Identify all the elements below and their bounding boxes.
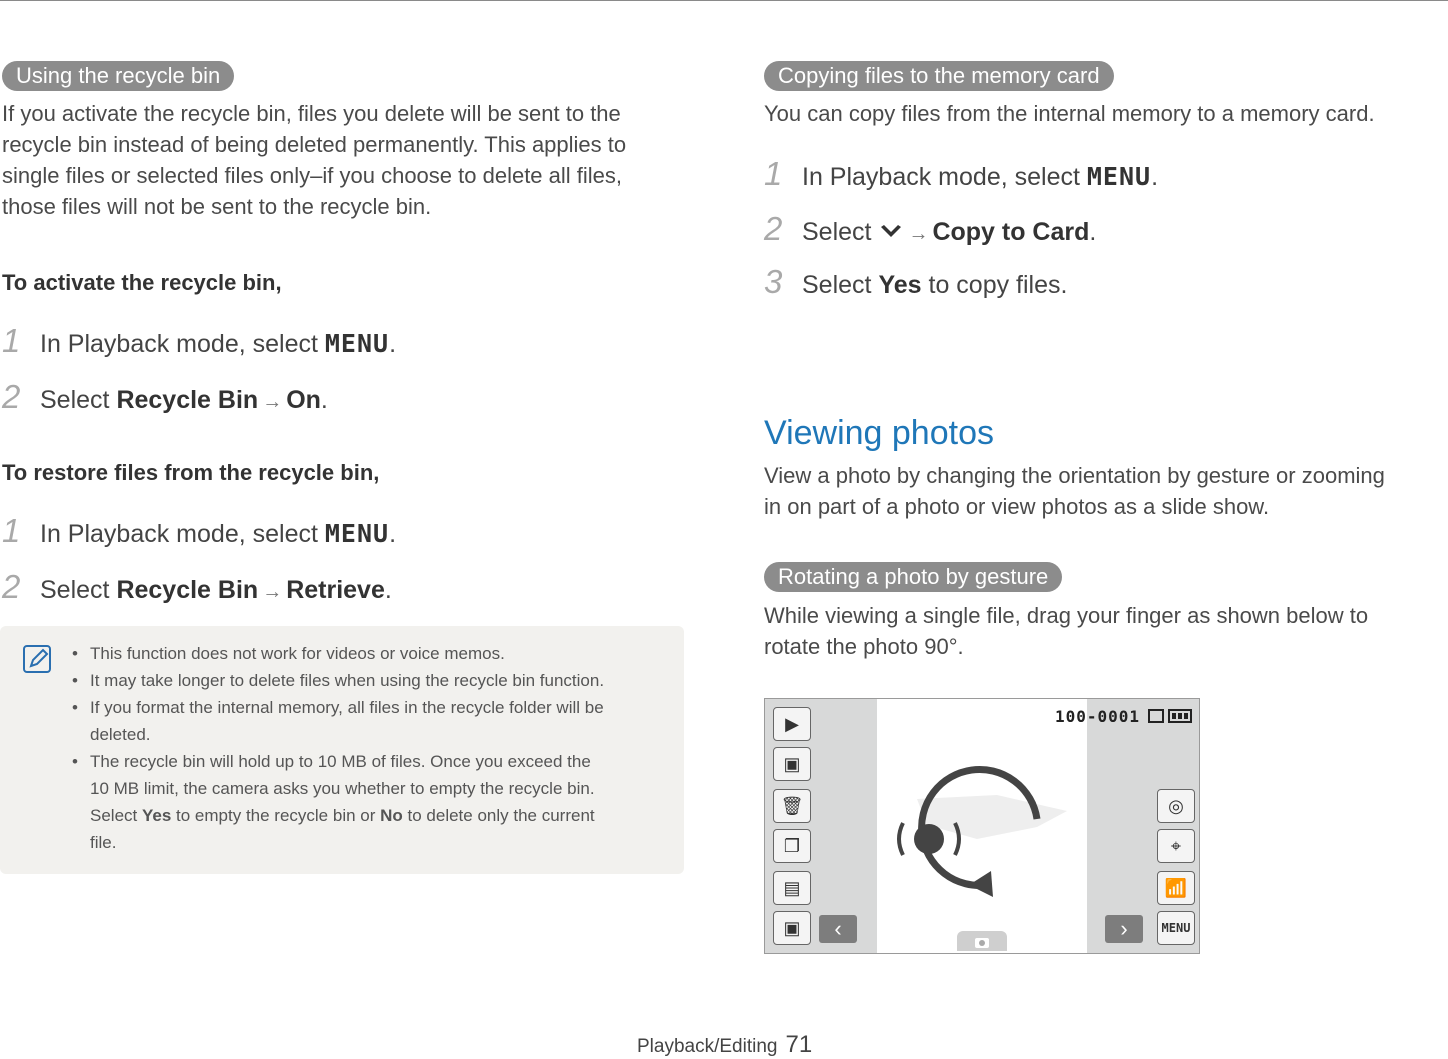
smart-album-button[interactable]: ▣	[773, 747, 811, 781]
notes-list	[72, 640, 657, 856]
step-end: .	[1151, 163, 1159, 191]
rotate-intro	[764, 600, 1368, 662]
menu-icon: MENU	[324, 519, 390, 548]
step-number: 3	[764, 263, 783, 300]
menu-option: Retrieve	[286, 576, 385, 604]
arrow-icon: →	[262, 391, 283, 413]
viewing-line: in on part of a photo or view photos as a slide show.	[764, 494, 1270, 519]
menu-option: On	[286, 386, 321, 414]
menu-icon: MENU	[324, 329, 390, 358]
step-number: 2	[2, 568, 21, 605]
rotate-line: While viewing a single file, drag your finger as shown below to	[764, 603, 1369, 628]
battery-icon	[1147, 707, 1195, 725]
page-number: 71	[785, 1031, 813, 1058]
activate-step-1	[2, 322, 396, 360]
step-text: Select	[802, 271, 879, 299]
step-text: In Playback mode, select	[40, 520, 325, 548]
step-number: 2	[2, 378, 21, 415]
note-item: • The recycle bin will hold up to 10 MB of files. Once you exceed the 10 MB limit, the camera asks you whether to empty the recycle bin. Select Yes to empty the recycle bin or No to delete only the current file.	[72, 748, 657, 856]
step-number: 1	[2, 322, 21, 359]
note-item: • It may take longer to delete files when using the recycle bin function.	[72, 667, 657, 694]
note-item: • If you format the internal memory, all files in the recycle folder will be deleted.	[72, 694, 657, 748]
arrow-icon: →	[908, 223, 929, 245]
intro-line: recycle bin instead of being deleted permanently. This applies to	[2, 132, 627, 157]
section-pill-recycle-bin: Using the recycle bin	[2, 61, 234, 91]
menu-option: Copy to Card	[932, 218, 1090, 246]
recycle-intro	[2, 98, 626, 222]
intro-line: single files or selected files only–if you choose to delete all files,	[2, 163, 623, 188]
slideshow-button[interactable]: ❐	[773, 829, 811, 863]
step-text: Select	[40, 576, 117, 604]
step-end: .	[320, 386, 328, 414]
step-text: In Playback mode, select	[40, 330, 325, 358]
viewing-line: View a photo by changing the orientation by gesture or zooming	[764, 463, 1385, 488]
activate-step-2	[2, 378, 328, 416]
footer-section: Playback/Editing	[637, 1036, 778, 1057]
step-end: .	[389, 330, 397, 358]
section-pill-copy: Copying files to the memory card	[764, 61, 1114, 91]
copy-step-1	[764, 155, 1158, 193]
note-pencil-icon	[22, 644, 52, 674]
edit-button[interactable]: ▤	[773, 871, 811, 905]
playback-mode-button[interactable]: ▶	[773, 707, 811, 741]
restore-heading: To restore files from the recycle bin,	[2, 460, 380, 485]
target-icon[interactable]: ⌖	[1157, 829, 1195, 863]
copy-step-3	[764, 263, 1067, 301]
chevron-down-icon	[878, 224, 904, 242]
intro-line: those files will not be sent to the recycle bin.	[2, 194, 432, 219]
next-button[interactable]: ›	[1105, 915, 1143, 943]
note-item: • This function does not work for videos or voice memos.	[72, 640, 657, 667]
section-pill-rotate: Rotating a photo by gesture	[764, 562, 1062, 592]
copy-intro	[764, 98, 1375, 129]
menu-option: Yes	[878, 271, 922, 299]
note-box	[0, 626, 684, 874]
intro-line: If you activate the recycle bin, files you delete will be sent to the	[2, 101, 621, 126]
restore-step-1	[2, 512, 396, 550]
copy-intro-line: You can copy files from the internal memory to a memory card.	[764, 101, 1375, 126]
activate-heading: To activate the recycle bin,	[2, 270, 282, 295]
previous-button[interactable]: ‹	[819, 915, 857, 943]
rotate-icon[interactable]: ◎	[1157, 789, 1195, 823]
step-text: In Playback mode, select	[802, 163, 1087, 191]
restore-step-2	[2, 568, 392, 606]
camera-screen	[764, 698, 1200, 954]
rotate-line: rotate the photo 90°.	[764, 634, 964, 659]
file-counter: 100-0001	[1055, 707, 1141, 726]
menu-path: Recycle Bin	[116, 576, 259, 604]
viewing-intro	[764, 460, 1385, 522]
arrow-icon: →	[262, 581, 283, 603]
delete-icon[interactable]: 🗑	[773, 789, 811, 823]
step-text: Select	[40, 386, 117, 414]
step-number: 2	[764, 210, 783, 247]
viewing-photos-title: Viewing photos	[764, 414, 994, 452]
step-number: 1	[2, 512, 21, 549]
step-text: to copy files.	[921, 271, 1068, 299]
wireless-icon[interactable]: 📶	[1157, 871, 1195, 905]
photo-stage	[877, 699, 1087, 953]
menu-path: Recycle Bin	[116, 386, 259, 414]
page-footer	[637, 1031, 812, 1059]
step-text: Select	[802, 218, 879, 246]
rotate-gesture-illustration	[877, 699, 1087, 953]
copy-step-2	[764, 210, 1096, 248]
step-end: .	[384, 576, 392, 604]
menu-button[interactable]: MENU	[1157, 911, 1195, 945]
top-rule	[0, 0, 1448, 1]
step-number: 1	[764, 155, 783, 192]
thumbnail-view-button[interactable]: ▣	[773, 911, 811, 945]
camera-icon	[957, 931, 1007, 951]
menu-icon: MENU	[1086, 162, 1152, 191]
step-end: .	[1089, 218, 1097, 246]
camera-mode-tab[interactable]	[957, 931, 1007, 951]
step-end: .	[389, 520, 397, 548]
